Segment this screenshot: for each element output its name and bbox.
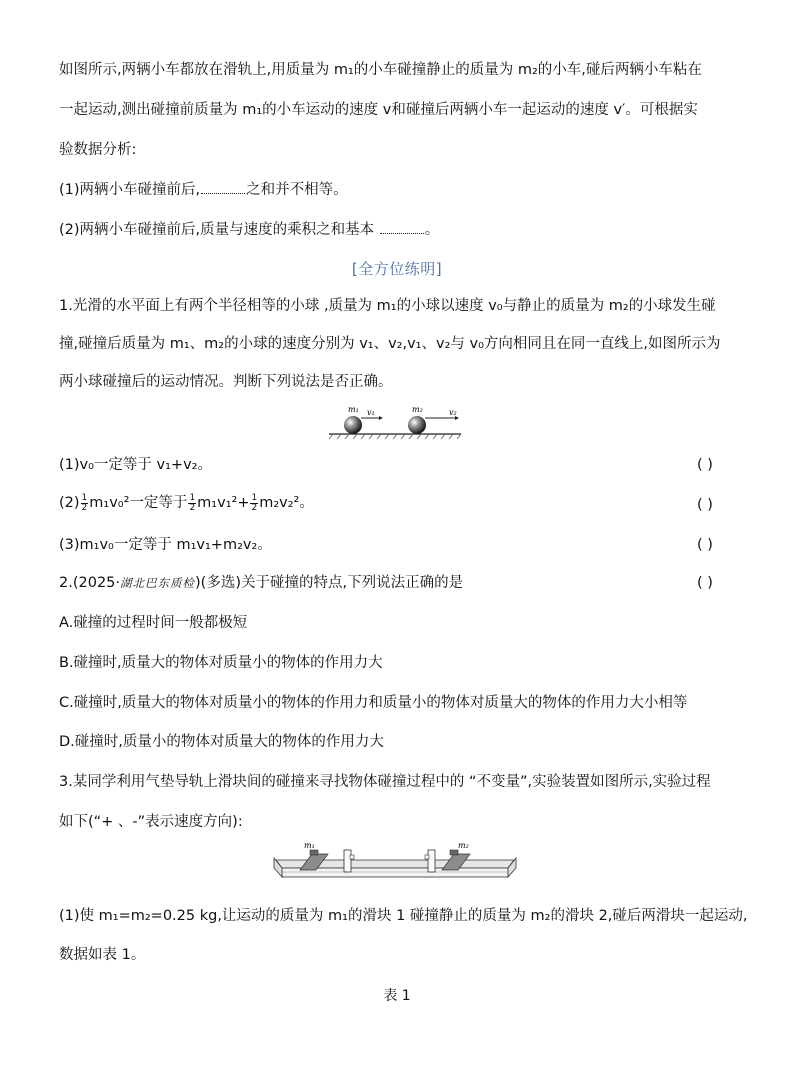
answer-bracket-4[interactable]: ( ) bbox=[697, 575, 713, 591]
problem1-line-3: 两小球碰撞后的运动情况。判断下列说法是否正确。 bbox=[59, 374, 393, 390]
s2-part-b: m₁v₁²+ bbox=[197, 495, 250, 511]
label-v2: v₂ bbox=[449, 408, 457, 417]
label-m2: m₂ bbox=[412, 405, 423, 414]
problem3-sub1-line-1: (1)使 m₁=m₂=0.25 kg,让运动的质量为 m₁的滑块 1 碰撞静止的质量为 m₂的滑块 2,碰后两滑块一起运动, bbox=[59, 908, 748, 924]
problem2-suffix: )(多选)关于碰撞的特点,下列说法正确的是 bbox=[195, 575, 464, 591]
table-caption: 表 1 bbox=[383, 988, 411, 1004]
problem2-prefix: 2.(2025· bbox=[59, 575, 121, 591]
fill-blank-1[interactable] bbox=[201, 181, 245, 194]
problem2-source: 湖北巴东质检 bbox=[120, 576, 196, 590]
answer-bracket-3[interactable]: ( ) bbox=[697, 537, 713, 553]
fill-blank-2[interactable] bbox=[380, 221, 424, 234]
ball-m1 bbox=[344, 416, 362, 434]
intro-question-1 bbox=[59, 180, 348, 200]
q2-suffix: 。 bbox=[424, 222, 440, 238]
problem3-line-1: 3.某同学利用气垫导轨上滑块间的碰撞来寻找物体碰撞过程中的 “不变量”,实验装置如图所示,实验过程 bbox=[59, 774, 711, 790]
problem2-stem bbox=[59, 573, 463, 593]
ground-hatching bbox=[329, 434, 461, 439]
option-b[interactable]: B.碰撞时,质量大的物体对质量小的物体的作用力大 bbox=[59, 655, 383, 671]
arrowhead-v1 bbox=[379, 416, 383, 420]
air-track-figure bbox=[270, 840, 520, 890]
fraction-half-1: $\frac{1}{2}$ bbox=[81, 492, 88, 513]
problem1-statement-3: (3)m₁v₀一定等于 m₁v₁+m₂v₂。 bbox=[59, 537, 272, 553]
option-d[interactable]: D.碰撞时,质量小的物体对质量大的物体的作用力大 bbox=[59, 734, 384, 750]
problem1-statement-2 bbox=[59, 493, 314, 513]
s2-part-a: m₁v₀²一定等于 bbox=[89, 495, 188, 511]
intro-line-2: 一起运动,测出碰撞前质量为 m₁的小车运动的速度 v和碰撞后两辆小车一起运动的速度 v′。可根据实 bbox=[59, 102, 698, 118]
q2-prefix: (2)两辆小车碰撞前后,质量与速度的乘积之和基本 bbox=[59, 222, 379, 238]
problem3-sub1-line-2: 数据如表 1。 bbox=[59, 947, 146, 963]
problem1-line-1: 1.光滑的水平面上有两个半径相等的小球 ,质量为 m₁的小球以速度 v₀与静止的质量为 m₂的小球发生碰 bbox=[59, 298, 716, 314]
problem1-line-2: 撞,碰撞后质量为 m₁、m₂的小球的速度分别为 v₁、v₂,v₁、v₂与 v₀方向相同且在同一直线上,如图所示为 bbox=[59, 336, 721, 352]
intro-question-2 bbox=[59, 220, 439, 240]
label-slider-m2: m₂ bbox=[458, 841, 469, 850]
photogate-1 bbox=[344, 850, 351, 872]
q1-prefix: (1)两辆小车碰撞前后, bbox=[59, 182, 201, 198]
section-title: [全方位练明] bbox=[351, 260, 443, 278]
problem3-line-2: 如下(“+ 、-”表示速度方向): bbox=[59, 814, 243, 830]
fraction-half-2: $\frac{1}{2}$ bbox=[189, 492, 196, 513]
option-a[interactable]: A.碰撞的过程时间一般都极短 bbox=[59, 615, 248, 631]
option-c[interactable]: C.碰撞时,质量大的物体对质量小的物体的作用力和质量小的物体对质量大的物体的作用力大小相等 bbox=[59, 695, 688, 711]
answer-bracket-2[interactable]: ( ) bbox=[697, 497, 713, 513]
s2-prefix: (2) bbox=[59, 495, 80, 511]
intro-line-3: 验数据分析: bbox=[59, 142, 137, 158]
problem1-statement-1: (1)v₀一定等于 v₁+v₂。 bbox=[59, 457, 212, 473]
fraction-half-3: $\frac{1}{2}$ bbox=[251, 492, 258, 513]
intro-line-1: 如图所示,两辆小车都放在滑轨上,用质量为 m₁的小车碰撞静止的质量为 m₂的小车,碰后两辆小车粘在 bbox=[59, 62, 702, 78]
s2-part-c: m₂v₂²。 bbox=[259, 495, 314, 511]
label-slider-m1: m₁ bbox=[304, 841, 315, 850]
answer-bracket-1[interactable]: ( ) bbox=[697, 457, 713, 473]
photogate-2 bbox=[428, 850, 435, 872]
label-m1: m₁ bbox=[348, 405, 359, 414]
ball-m2 bbox=[408, 416, 426, 434]
q1-suffix: 之和并不相等。 bbox=[246, 182, 348, 198]
label-v1: v₁ bbox=[367, 408, 375, 417]
collision-balls-figure bbox=[325, 402, 465, 442]
